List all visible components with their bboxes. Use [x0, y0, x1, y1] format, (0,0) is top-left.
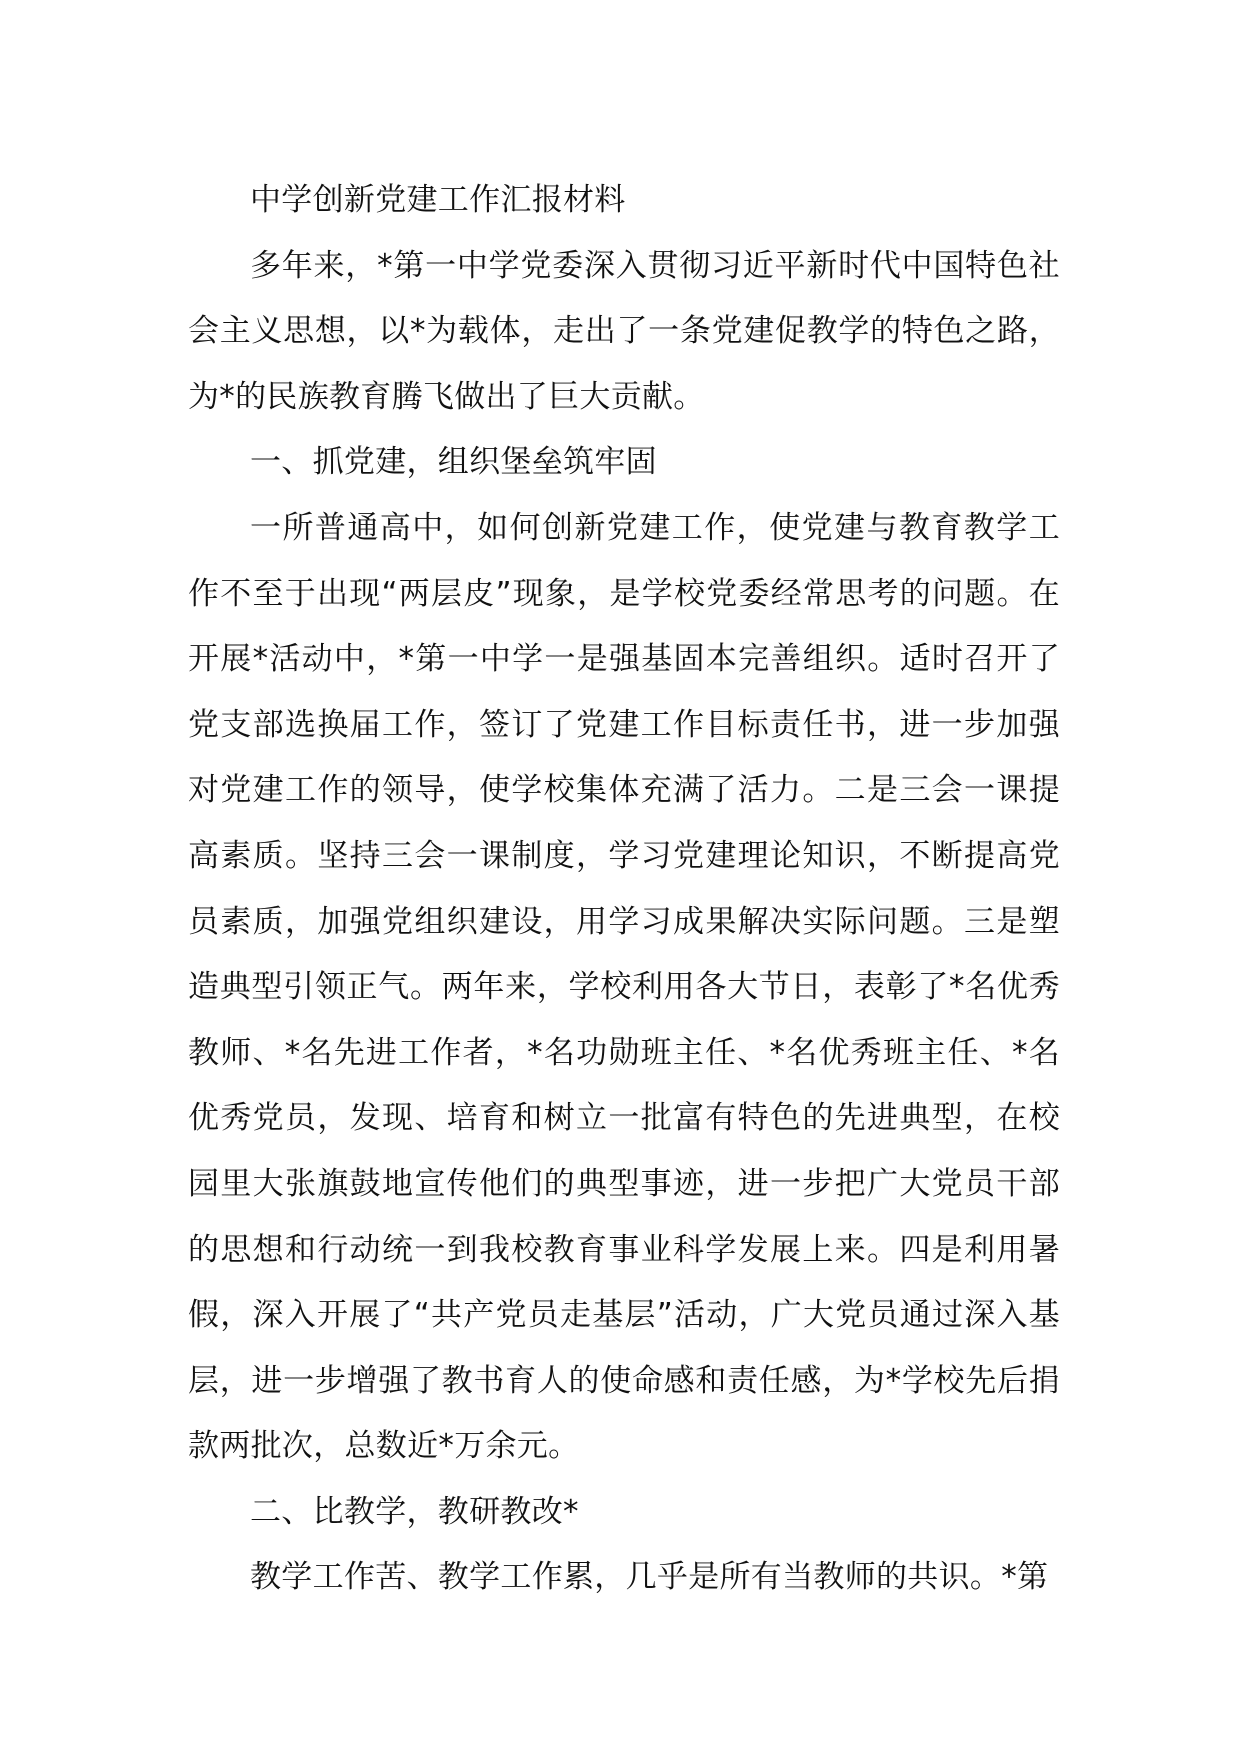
intro-paragraph: 多年来，*第一中学党委深入贯彻习近平新时代中国特色社会主义思想，以*为载体，走出了一条党建促教学的特色之路，为*的民族教育腾飞做出了巨大贡献。 [188, 247, 1060, 415]
document-body [188, 168, 1060, 1611]
section-1-paragraph: 一所普通高中，如何创新党建工作，使党建与教育教学工作不至于出现“两层皮”现象，是学校党委经常思考的问题。在开展*活动中，*第一中学一是强基固本完善组织。适时召开了党支部选换届工作，签订了党建工作目标责任书，进一步加强对党建工作的领导，使学校集体充满了活力。二是三会一课提高素质。坚持三会一课制度，学习党建理论知识，不断提高党员素质，加强党组织建设，用学习成果解决实际问题。三是塑造典型引领正气。两年来，学校利用各大节日，表彰了*名优秀教师、*名先进工作者，*名功勋班主任、*名优秀班主任、*名优秀党员，发现、培育和树立一批富有特色的先进典型，在校园里大张旗鼓地宣传他们的典型事迹，进一步把广大党员干部的思想和行动统一到我校教育事业科学发展上来。四是利用暑假，深入开展了“共产党员走基层”活动，广大党员通过深入基层，进一步增强了教书育人的使命感和责任感，为*学校先后捐款两批次，总数近*万余元。 [188, 509, 1060, 1465]
document-title: 中学创新党建工作汇报材料 [250, 182, 626, 218]
section-heading-1: 一、抓党建，组织堡垒筑牢固 [250, 444, 657, 481]
section-heading-2: 二、比教学，教研教改* [250, 1493, 579, 1530]
section-2-paragraph: 教学工作苦、教学工作累，几乎是所有当教师的共识。*第 [250, 1559, 1049, 1596]
